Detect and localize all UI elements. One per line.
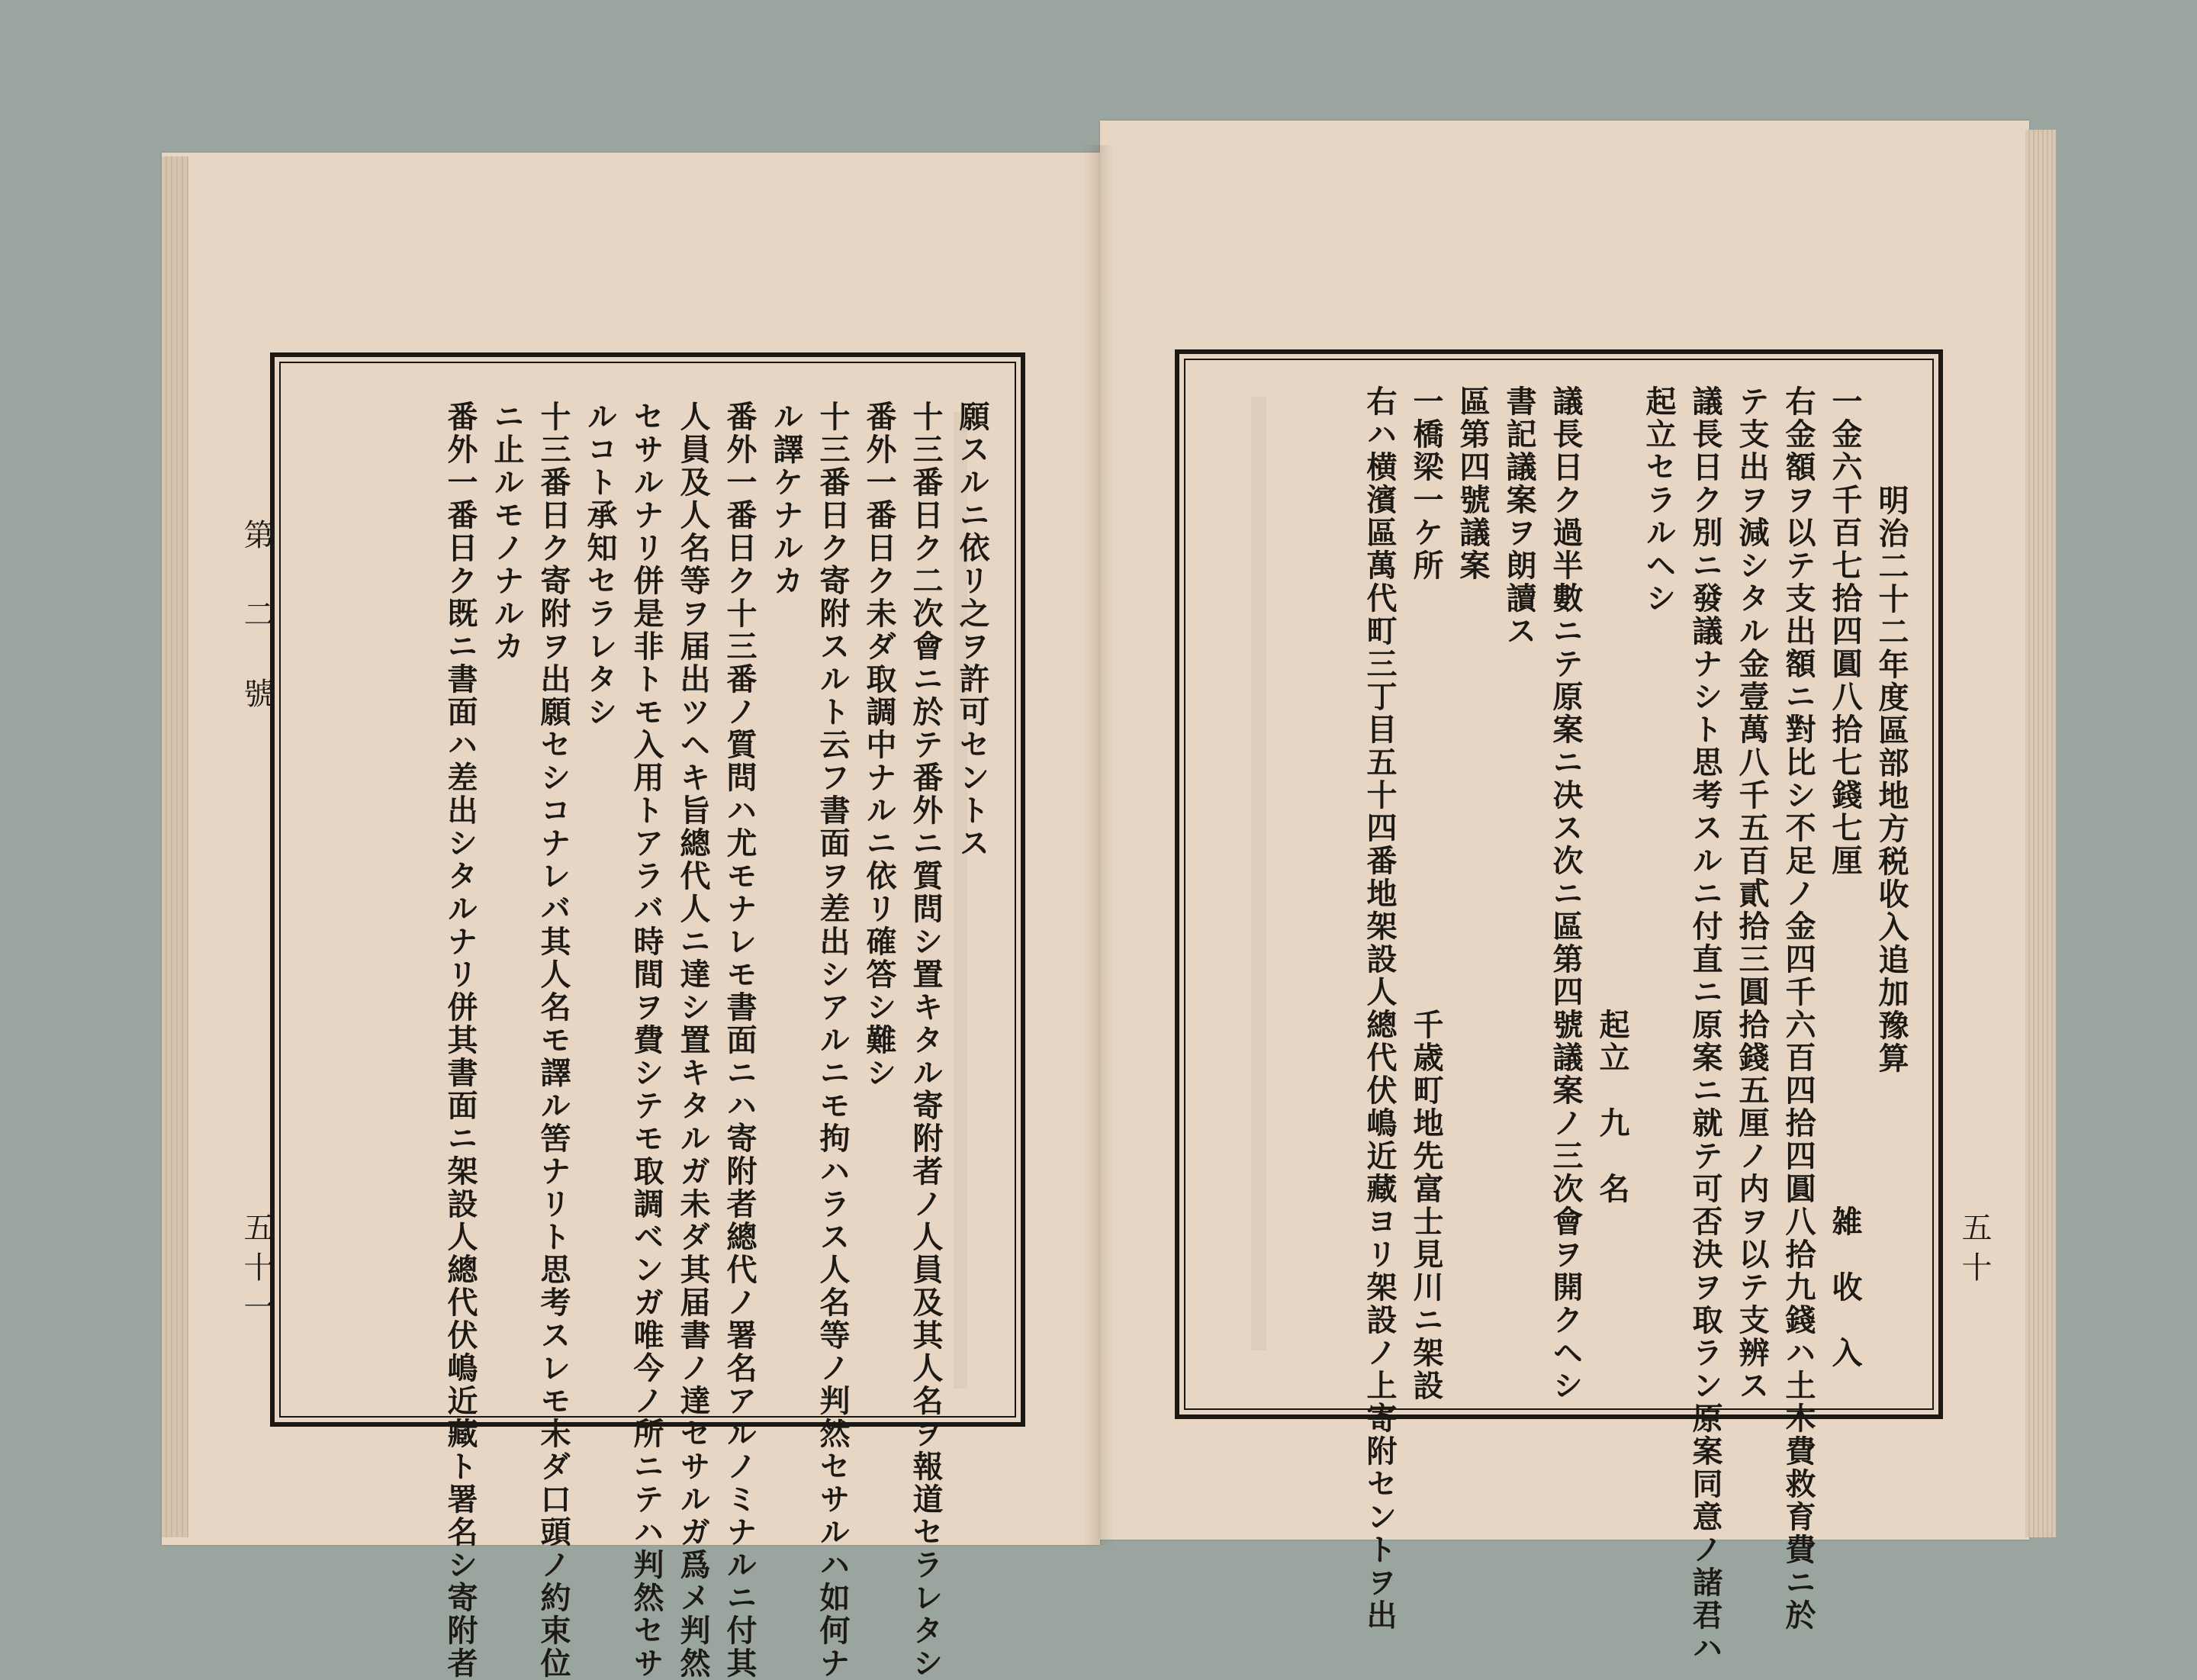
page-number-right: 五十 [1957, 1212, 1992, 1291]
text-column: 十三番日ク二次會ニ於テ番外ニ質問シ置キタル寄附者ノ人員及其人名ヲ報道セラレタシ [908, 401, 944, 1680]
text-column: 番外一番日ク十三番ノ質問ハ尤モナレモ書面ニハ寄附者總代ノ署名アルノミナルニ付其 [722, 401, 758, 1680]
text-column: 十三番日ク寄附ヲ出願セシコナレバ其人名モ譯ル筈ナリト思考スレモ未ダ口頭ノ約束位 [536, 401, 571, 1680]
text-column: 人員及人名等ヲ届出ツヘキ旨總代人ニ達シ置キタルガ未ダ其届書ノ達セサルガ爲メ判然 [675, 401, 711, 1680]
right-page-edges [2025, 130, 2056, 1537]
text-column: テ支出ヲ減シタル金壹萬八千五百貳拾三圓拾錢五厘ノ内ヲ以テ支辨ス [1734, 385, 1770, 1402]
text-column: 書記議案ヲ朗讀ス [1501, 385, 1537, 648]
text-column: 區第四號議案 [1455, 385, 1491, 582]
text-column: 番外一番日ク未ダ取調中ナルニ依リ確答シ難シ [861, 401, 897, 1089]
text-column: 右金額ヲ以テ支出額ニ對比シ不足ノ金四千六百四拾四圓八拾九錢ハ土木費救育費ニ於 [1780, 385, 1816, 1632]
text-column: ニ止ルモノナルカ [489, 401, 525, 663]
section-title: 明治二十二年度區部地方税收入追加豫算 [1874, 484, 1909, 1075]
text-column: 一金六千百七拾四圓八拾七錢七厘 雑 收 入 [1827, 385, 1863, 1369]
text-column: ル譯ケナルカ [768, 401, 804, 597]
book-gutter [1083, 145, 1114, 1545]
text-column: セサルナリ併是非トモ入用トアラバ時間ヲ費シテモ取調ベンガ唯今ノ所ニテハ判然セサ [629, 401, 664, 1680]
text-column: 議長日ク過半數ニテ原案ニ决ス次ニ區第四號議案ノ三次會ヲ開クヘシ [1548, 385, 1584, 1402]
text-column: 願スルニ依リ之ヲ許可セントス [954, 401, 990, 860]
text-column: 起立 九 名 [1594, 385, 1630, 1205]
left-page-edges [162, 156, 188, 1537]
left-text-block [301, 401, 996, 1680]
text-column: 一橋梁一ケ所 千歳町地先富士見川ニ架設 [1408, 385, 1444, 1402]
text-column: ルコト承知セラレタシ [582, 401, 618, 729]
text-column: 番外一番日ク既ニ書面ハ差出シタルナリ併其書面ニ架設人總代伏嶋近藏ト署名シ寄附者 [442, 401, 478, 1680]
issue-label: 第 二 號 [239, 519, 274, 717]
text-column: 起立セラルヘシ [1641, 385, 1677, 615]
text-column: 右ハ横濱區萬代町三丁目五十四番地架設人總代伏嶋近藏ヨリ架設ノ上寄附セントヲ出 [1362, 385, 1398, 1632]
page-number-left: 五十一 [239, 1212, 274, 1331]
right-text-block [1209, 385, 1915, 1665]
text-column: 議長日ク別ニ發議ナシト思考スルニ付直ニ原案ニ就テ可否決ヲ取ラン原案同意ノ諸君ハ [1687, 385, 1723, 1665]
text-column: 十三番日ク寄附スルト云フ書面ヲ差出シアルニモ拘ハラス人名等ノ判然セサルハ如何ナ [815, 401, 851, 1680]
